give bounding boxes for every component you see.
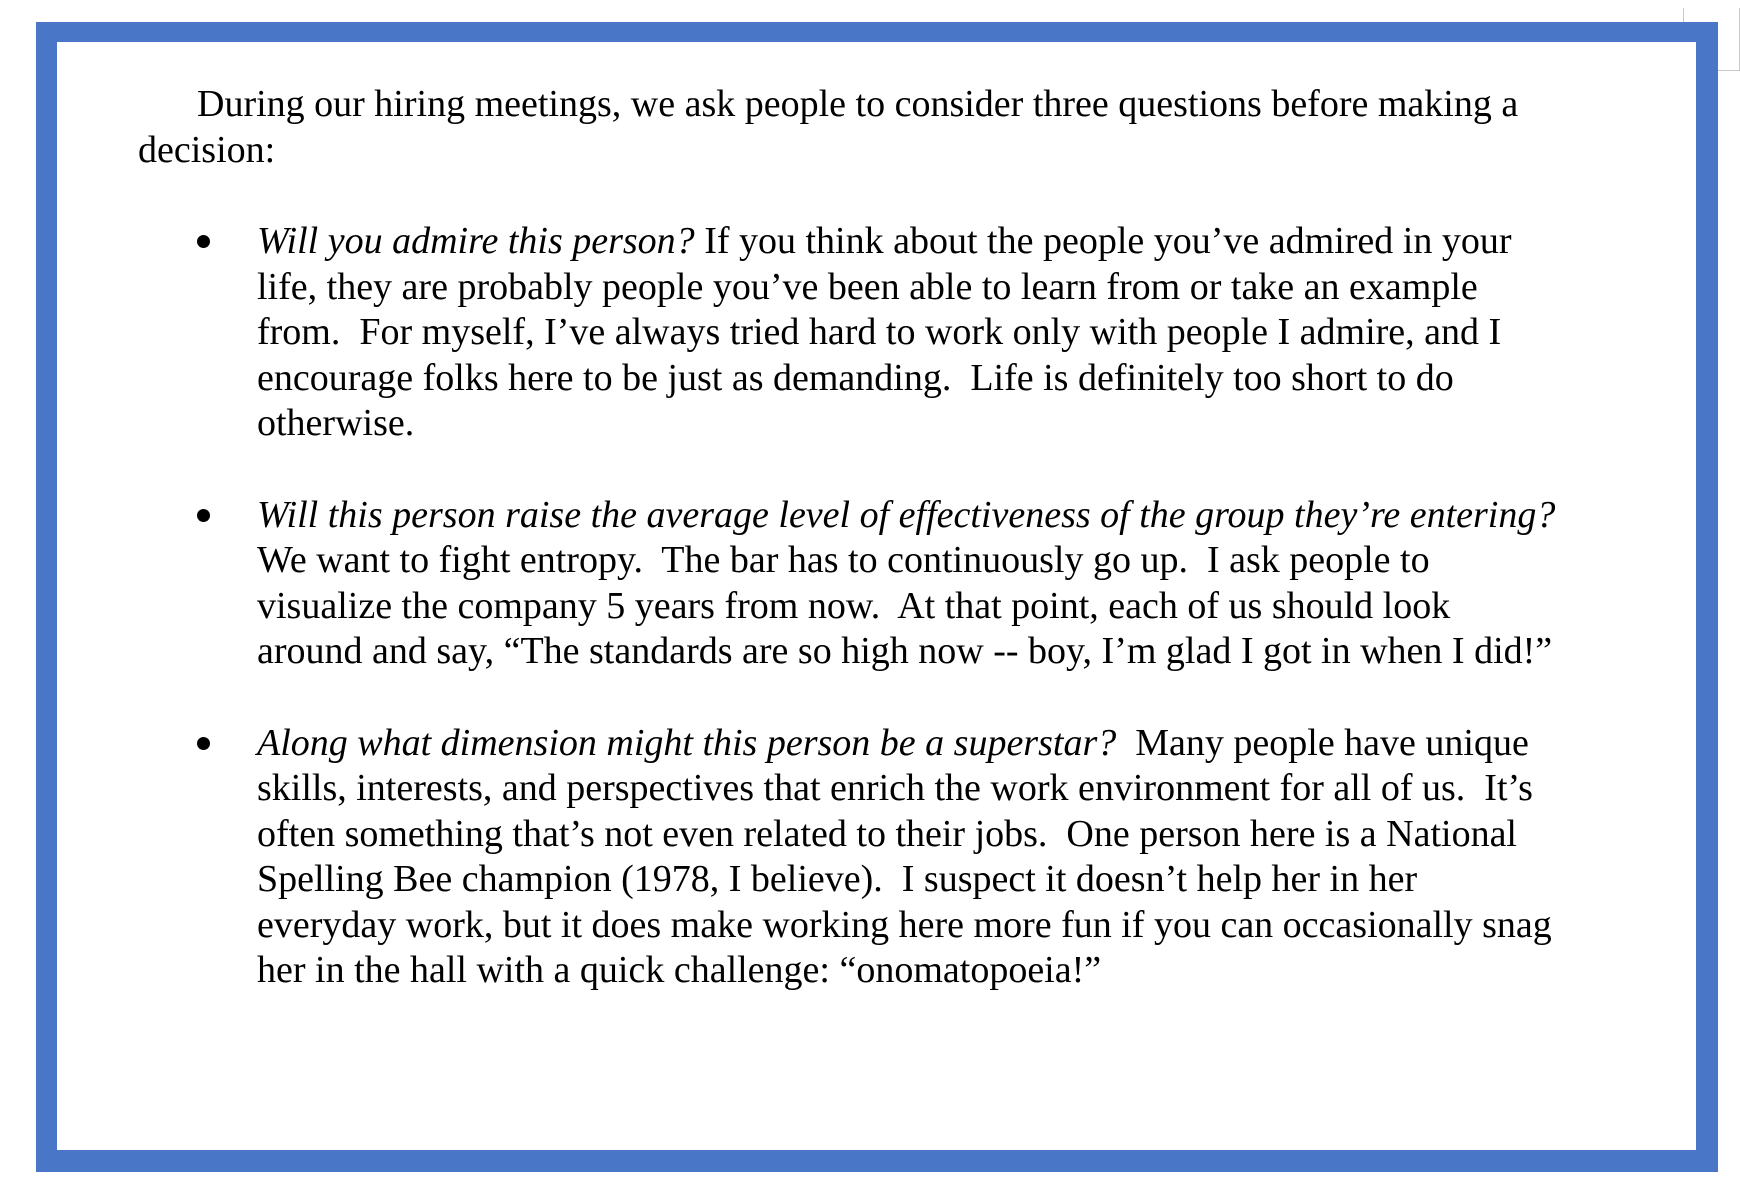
list-item: [138, 493, 1588, 675]
question-text: Will you admire this person?: [257, 220, 695, 262]
bullet-icon: [197, 737, 210, 750]
bullet-icon: [197, 235, 210, 248]
list-item: [138, 219, 1588, 447]
question-text: Along what dimension might this person be a superstar?: [257, 721, 1117, 764]
bullet-icon: [197, 509, 210, 522]
list-item: [138, 721, 1588, 994]
question-text: Will this person raise the average level of effectiveness of the group they’re entering?: [257, 493, 1556, 536]
answer-text: We want to fight entropy. The bar has to continuously go up. I ask people to visualize the company 5 years from now. At that point, each of us should look around and say, “The standards are so high now -- boy, I’m glad I got in when I did!”: [257, 493, 1565, 672]
intro-paragraph: During our hiring meetings, we ask people to consider three questions before making a decision:: [138, 83, 1519, 171]
answer-text: If you think about the people you’ve admired in your life, they are probably people you’ve been able to learn from or take an example from. For myself, I’ve always tried hard to work only with people I admire, and I encourage folks here to be just as demanding. Life is definitely too short to do otherwise.: [257, 220, 1521, 444]
questions-list: [138, 219, 1588, 994]
document-body: [138, 82, 1588, 994]
answer-text: Many people have unique skills, interests, and perspectives that enrich the work environment for all of us. It’s often something that’s not even related to their jobs. One person here is a National Spelling Bee champion (1978, I believe). I suspect it doesn’t help her in her everyday work, but it does make working here more fun if you can occasionally snag her in the hall with a quick challenge: “onomatopoeia!”: [257, 721, 1562, 991]
